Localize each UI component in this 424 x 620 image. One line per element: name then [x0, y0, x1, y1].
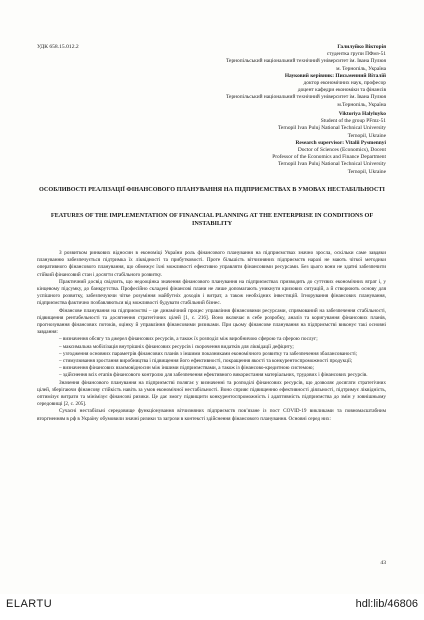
paragraph: З розвитком ринкових відносин в економіці України роль фінансового планування на підприємствах значно зросла, оскільки саме завдяки плануванню забезпечується підтримка їх ліквідності та прибутковості. Проте більшість вітчизняних підприємств наразі не мають чіткої методики оперативного фінансового планування, що обмежує їхні можливості ефективно управляти фінансовими ресурсами. Без цього вони не здатні забезпечити стійкий фінансовий стан і досягти стабільного розвитку.	[37, 250, 386, 278]
paragraph: Сучасні нестабільні середовище функціонування вітчизняних підприємств пов’язане із пост COVID-19 викликами та повномасштабним вторгненням в рф в Україну обумовили значні ризики та загрози в контексті здійснення фінансового планування. Основні серед них:	[37, 408, 386, 422]
author-en-line: Research supervisor: Vitalii Pysmennyi	[295, 139, 386, 146]
author-ua-line: Тернопільський національний технічний університет ім. Івана Пулюя	[225, 94, 386, 101]
title-en: FEATURES OF THE IMPLEMENTATION OF FINANCIAL PLANNING AT THE ENTERPRISE IN CONDITIONS OF INSTABILITY	[50, 212, 374, 227]
author-ua-line: Тернопільський національний технічний університет ім. Івана Пулюя	[225, 58, 386, 65]
authors-ua	[226, 44, 386, 109]
repository-footer	[0, 594, 424, 620]
udk-code: УДК 658.15.012.2	[37, 44, 79, 50]
authors-en	[272, 111, 386, 176]
article-body	[37, 250, 386, 423]
author-en-line: Ternopil Ivan Puluj National Technical University	[278, 161, 386, 168]
author-ua-line: м. Тернопіль, Україна	[336, 65, 386, 72]
author-en-line: Ternopil, Ukraine	[347, 132, 386, 139]
repository-name: ELARTU	[6, 598, 53, 610]
author-en-line: Viktoriya Halyluyko	[338, 111, 386, 117]
author-ua-line: Галилуйко Вікторія	[337, 44, 386, 50]
title-ua: ОСОБЛИВОСТІ РЕАЛІЗАЦІЇ ФІНАНСОВОГО ПЛАНУВАННЯ НА ПІДПРИЄМСТВАХ В УМОВАХ НЕСТАБІЛЬНОСТІ	[39, 186, 385, 193]
paragraph: – стимулювання зростання виробництва і підвищення його ефективності, покращення якості та конкурентоспроможності продукції;	[59, 358, 353, 365]
author-en-line: Professor of the Economics and Finance Department	[272, 154, 386, 161]
paragraph: – узгодження основних параметрів фінансових планів з іншими показниками економічного розвитку та забезпечення збалансованості;	[59, 350, 358, 357]
paragraph: – визначення обсягу та джерел фінансових ресурсів, а також їх розподіл між виробничою сферою та сферою послуг;	[59, 336, 318, 343]
author-ua-line: Науковий керівник: Письменний Віталій	[284, 72, 386, 79]
paragraph: Фінансове планування на підприємстві – це динамічний процес управління фінансовими ресурсами, спрямований на забезпечення стабільності, підвищення рентабельності та досягнення стратегічних цілей [1, с. 216]. Воно включає в себе розробку, аналіз та коригування фінансових планів, прогнозування фінансових потоків, оцінку й управління фінансовими ризиками. При цьому фінансове планування на підприємстві виконує такі основні завдання:	[37, 307, 386, 336]
author-en-line: Ternopil, Ukraine	[347, 168, 386, 175]
author-ua-line: м.Тернопіль, Україна	[337, 101, 386, 108]
paragraph: – здійснення всіх етапів фінансового контролю для забезпечення ефективного використання матеріальних, трудових і фінансових ресурсів.	[59, 372, 368, 379]
paragraph: Практичний досвід свідчить, що недооцінка значення фінансового планування на підприємствах призводить до суттєвих економічних втрат і, у кінцевому підсумку, до банкрутства. Професійно складені фінансові плани не лише допомагають уникнути кризових ситуацій, а й створюють основу для успішного розвитку, забезпечуючи чітке розуміння майбутніх доходів і витрат, а також необхідних інвестицій. Ігнорування фінансових планування, підприємства фактично позбавляються від можливості будувати стабільний бізнес.	[37, 278, 386, 307]
author-ua-line: доктор економічних наук, професор	[303, 80, 386, 87]
author-en-line: Student of the group PFmz-51	[320, 118, 386, 125]
author-en-line: Doctor of Sciences (Economics), Docent	[297, 147, 386, 154]
paragraph: – максимальна мобілізація внутрішніх фінансових ресурсів і скорочення видатків для ліквідації дефіциту;	[59, 343, 294, 350]
paragraph: – визначення фінансових взаємовідносин між іншими підприємствами, а також із фінансово-кредитною системою;	[59, 365, 314, 372]
paragraph: Значення фінансового планування на підприємстві полягає у визначенні та розподілі фінансових ресурсів, що дозволяє досягати стратегічних цілей, зберігаючи фінансову стійкість навіть за умов економічної нестабільності. Воно сприяє підвищенню ефективності діяльності, підтримує ліквідність, оптимізує витрати та мінімізує фінансові ризики. Це дає змогу підвищити конкурентоспроможність і адаптивність підприємства до змін у зовнішньому середовищі [2, с. 205].	[37, 379, 386, 408]
author-ua-line: студентка групи ПФмз-51	[326, 51, 386, 58]
handle-link[interactable]: hdl:lib/46806	[355, 598, 418, 610]
author-ua-line: доцент кафедри економіки та фінансів	[297, 87, 386, 94]
page-number: 43	[380, 560, 386, 566]
author-en-line: Ternopil Ivan Puluj National Technical University	[278, 125, 386, 132]
